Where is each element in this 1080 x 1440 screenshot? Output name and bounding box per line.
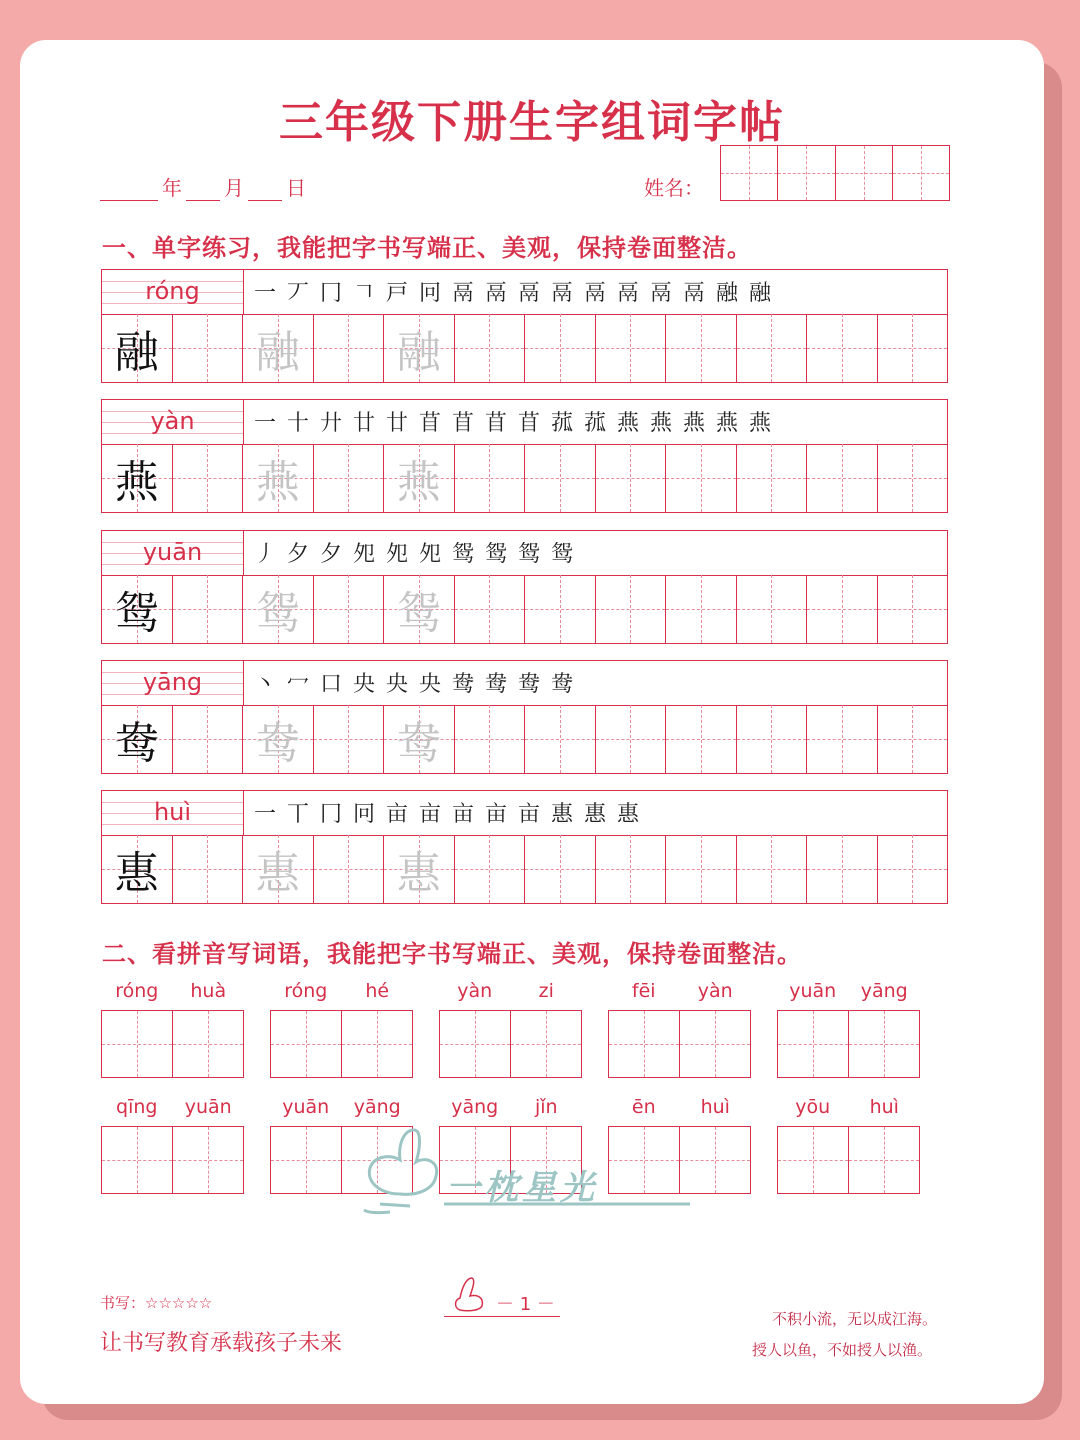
writing-cell[interactable] <box>314 835 385 903</box>
trace-character: 鸯 <box>255 718 300 769</box>
trace-character: 融 <box>396 327 441 378</box>
character-block <box>101 269 948 383</box>
trace-character: 惠 <box>396 848 441 899</box>
quote-2: 授人以鱼，不如授人以渔。 <box>752 1341 933 1359</box>
writing-cell[interactable] <box>878 575 948 643</box>
pinyin-box <box>102 661 244 705</box>
word-group <box>777 1096 920 1194</box>
day-label: 日 <box>286 176 306 200</box>
character-block <box>101 660 948 774</box>
page-title: 三年级下册生字组词字帖 <box>279 97 785 148</box>
word-group <box>439 980 582 1078</box>
writing-cell[interactable] <box>666 835 737 903</box>
word-pinyin: yāng <box>451 1096 499 1118</box>
year-label: 年 <box>162 176 182 200</box>
word-writing-cell[interactable] <box>849 1127 919 1193</box>
word-writing-cell[interactable] <box>680 1011 750 1077</box>
word-writing-cell[interactable] <box>778 1127 849 1193</box>
writing-cell[interactable] <box>666 444 737 512</box>
writing-cell[interactable] <box>243 314 314 382</box>
writing-cell[interactable] <box>737 705 808 773</box>
pinyin: róng <box>145 277 200 305</box>
pinyin-box <box>102 400 244 444</box>
word-group <box>270 980 413 1078</box>
pinyin-box <box>102 791 244 835</box>
trace-character: 鸳 <box>255 588 300 639</box>
writing-cell <box>102 835 173 903</box>
month-label: 月 <box>224 176 244 200</box>
writing-cell <box>102 705 173 773</box>
writing-cell[interactable] <box>737 444 808 512</box>
writing-cell[interactable] <box>878 444 948 512</box>
writing-cell[interactable] <box>807 575 878 643</box>
word-writing-cell[interactable] <box>511 1011 581 1077</box>
word-writing-cell[interactable] <box>271 1011 342 1077</box>
writing-cell[interactable] <box>314 444 385 512</box>
writing-cell[interactable] <box>455 444 526 512</box>
writing-cell[interactable] <box>525 314 596 382</box>
writing-grid <box>102 314 947 382</box>
word-pinyin: jǐn <box>534 1096 558 1118</box>
writing-grid <box>102 575 947 643</box>
page-number: － 1 － <box>496 1294 555 1315</box>
writing-cell[interactable] <box>384 705 455 773</box>
writing-cell[interactable] <box>878 835 948 903</box>
writing-cell <box>102 444 173 512</box>
writing-cell[interactable] <box>807 835 878 903</box>
word-writing-cell[interactable] <box>271 1127 342 1193</box>
writing-grid <box>102 705 947 773</box>
writing-cell[interactable] <box>173 835 244 903</box>
section2-title: 二、看拼音写词语，我能把字书写端正、美观，保持卷面整洁。 <box>102 940 802 968</box>
trace-character: 鸳 <box>396 588 441 639</box>
writing-cell[interactable] <box>737 835 808 903</box>
trace-character: 融 <box>255 327 300 378</box>
stroke-order: 一丅冂冋亩亩亩亩亩惠惠惠 <box>254 802 651 827</box>
word-writing-cell[interactable] <box>342 1011 412 1077</box>
writing-cell[interactable] <box>173 575 244 643</box>
pinyin: huì <box>153 798 192 826</box>
word-writing-cell[interactable] <box>173 1011 243 1077</box>
stroke-order: 丿夕夕夗夗夗鸳鸳鸳鸳 <box>254 542 585 567</box>
writing-cell[interactable] <box>384 314 455 382</box>
writing-cell[interactable] <box>173 444 244 512</box>
pinyin-box <box>102 270 244 314</box>
word-writing-cell[interactable] <box>778 1011 849 1077</box>
footer-slogan: 让书写教育承载孩子未来 <box>100 1331 343 1356</box>
word-pinyin: hé <box>365 980 390 1002</box>
pinyin: yàn <box>150 407 195 435</box>
writing-cell[interactable] <box>596 575 667 643</box>
word-pinyin: yuān <box>789 980 837 1002</box>
writing-cell[interactable] <box>455 835 526 903</box>
writing-rating: 书写：☆☆☆☆☆ <box>100 1294 213 1312</box>
word-pinyin: huì <box>700 1096 730 1118</box>
writing-cell[interactable] <box>314 314 385 382</box>
word-pinyin: ēn <box>631 1096 656 1118</box>
writing-cell[interactable] <box>596 835 667 903</box>
character-block <box>101 790 948 904</box>
writing-cell[interactable] <box>878 705 948 773</box>
model-character: 惠 <box>114 848 159 899</box>
word-pinyin: róng <box>115 980 159 1002</box>
character-block <box>101 399 948 513</box>
writing-grid <box>102 835 947 903</box>
writing-cell[interactable] <box>314 575 385 643</box>
model-character: 鸯 <box>114 718 159 769</box>
writing-cell[interactable] <box>384 575 455 643</box>
writing-cell[interactable] <box>737 575 808 643</box>
date-line <box>100 172 310 201</box>
trace-character: 燕 <box>255 457 300 508</box>
writing-cell[interactable] <box>596 705 667 773</box>
page-number-underline <box>444 1316 560 1317</box>
writing-cell[interactable] <box>243 444 314 512</box>
trace-character: 惠 <box>255 848 300 899</box>
writing-cell <box>102 314 173 382</box>
word-pinyin: yāng <box>353 1096 401 1118</box>
word-pinyin: yàn <box>697 980 733 1002</box>
writing-cell[interactable] <box>737 314 808 382</box>
stroke-order: 一丆冂𠃍戸冋鬲鬲鬲鬲鬲鬲鬲鬲融融 <box>254 281 783 306</box>
writing-cell <box>102 575 173 643</box>
writing-cell[interactable] <box>807 314 878 382</box>
stroke-order: 丶冖口央央央鸯鸯鸯鸯 <box>254 672 585 697</box>
word-group <box>608 980 751 1078</box>
word-pinyin: fēi <box>631 980 656 1002</box>
writing-cell[interactable] <box>666 705 737 773</box>
pinyin-box <box>102 531 244 575</box>
word-group <box>777 980 920 1078</box>
word-group <box>101 1096 244 1194</box>
word-pinyin: huà <box>190 980 227 1002</box>
writing-cell[interactable] <box>878 314 948 382</box>
trace-character: 燕 <box>396 457 441 508</box>
word-writing-cell[interactable] <box>102 1127 173 1193</box>
writing-cell[interactable] <box>384 444 455 512</box>
writing-cell[interactable] <box>455 314 526 382</box>
model-character: 燕 <box>114 457 159 508</box>
writing-cell[interactable] <box>243 575 314 643</box>
model-character: 鸳 <box>114 588 159 639</box>
writing-cell[interactable] <box>525 835 596 903</box>
writing-cell[interactable] <box>525 444 596 512</box>
model-character: 融 <box>114 327 159 378</box>
writing-cell[interactable] <box>455 575 526 643</box>
writing-cell[interactable] <box>384 835 455 903</box>
writing-cell[interactable] <box>596 314 667 382</box>
character-block <box>101 530 948 644</box>
word-pinyin: róng <box>284 980 328 1002</box>
trace-character: 鸯 <box>396 718 441 769</box>
writing-cell[interactable] <box>525 575 596 643</box>
name-label: 姓名： <box>644 176 704 200</box>
watermark-text: 一枕星光 <box>446 1168 598 1208</box>
writing-cell[interactable] <box>173 705 244 773</box>
writing-cell[interactable] <box>807 444 878 512</box>
word-pinyin: yuān <box>184 1096 232 1118</box>
writing-grid <box>102 444 947 512</box>
writing-cell[interactable] <box>666 575 737 643</box>
pinyin: yāng <box>142 668 203 696</box>
writing-cell[interactable] <box>807 705 878 773</box>
stroke-order: 一十廾廿廿苜苜苜苜菰菰燕燕燕燕燕 <box>254 411 783 436</box>
writing-cell[interactable] <box>455 705 526 773</box>
word-writing-cell[interactable] <box>102 1011 173 1077</box>
word-pinyin: yōu <box>795 1096 831 1118</box>
writing-cell[interactable] <box>596 444 667 512</box>
writing-cell[interactable] <box>243 705 314 773</box>
pinyin: yuān <box>142 538 203 566</box>
word-pinyin: qīng <box>116 1096 158 1118</box>
name-input-grid[interactable] <box>720 145 950 201</box>
word-pinyin: zi <box>538 980 554 1002</box>
quote-1: 不积小流，无以成江海。 <box>772 1310 938 1328</box>
word-writing-cell[interactable] <box>609 1011 680 1077</box>
rabbit-icon <box>450 1274 496 1314</box>
word-pinyin: huì <box>869 1096 899 1118</box>
word-group <box>101 980 244 1078</box>
word-pinyin: yuān <box>282 1096 330 1118</box>
word-writing-cell[interactable] <box>173 1127 243 1193</box>
section1-title: 一、单字练习，我能把字书写端正、美观，保持卷面整洁。 <box>102 234 752 262</box>
word-writing-cell[interactable] <box>440 1011 511 1077</box>
writing-cell[interactable] <box>243 835 314 903</box>
writing-cell[interactable] <box>314 705 385 773</box>
word-writing-cell[interactable] <box>849 1011 919 1077</box>
writing-cell[interactable] <box>173 314 244 382</box>
word-pinyin: yàn <box>457 980 493 1002</box>
writing-cell[interactable] <box>666 314 737 382</box>
word-pinyin: yāng <box>860 980 908 1002</box>
writing-cell[interactable] <box>525 705 596 773</box>
